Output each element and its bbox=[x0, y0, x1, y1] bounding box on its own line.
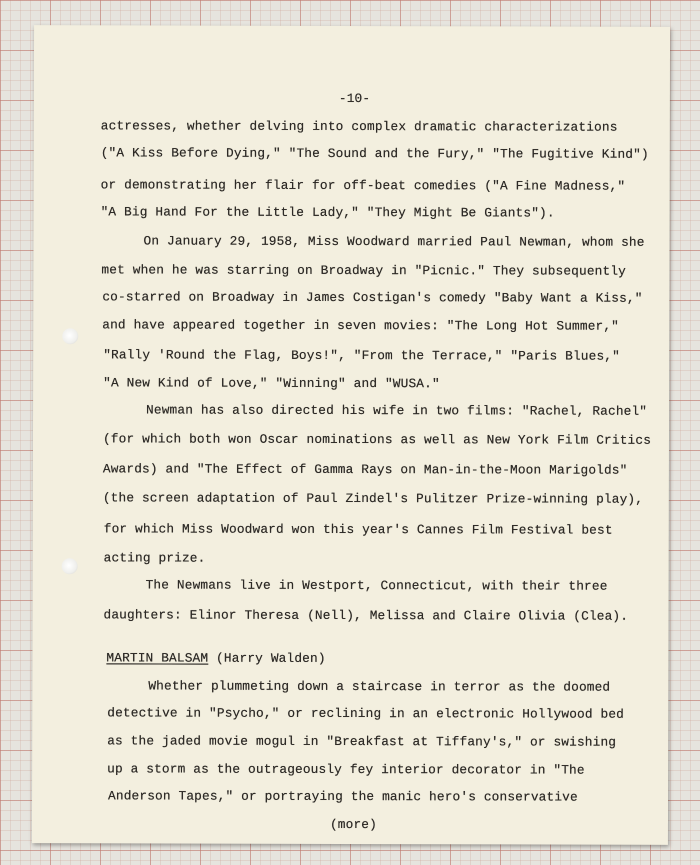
text-line: and have appeared together in seven movies: "The Long Hot Summer," bbox=[102, 317, 620, 334]
text-line: (the screen adaptation of Paul Zindel's Pulitzer Prize-winning play), bbox=[102, 490, 644, 507]
section-heading-name: MARTIN BALSAM bbox=[106, 650, 209, 666]
text-line: "A New Kind of Love," "Winning" and "WUSA." bbox=[103, 375, 440, 392]
punch-hole-upper bbox=[62, 328, 78, 344]
continuation-note: (more) bbox=[329, 816, 377, 833]
text-line: "A Big Hand For the Little Lady," "They Might Be Giants"). bbox=[100, 204, 555, 221]
punch-hole-lower bbox=[62, 558, 78, 574]
text-line: as the jaded movie mogul in "Breakfast at Tiffany's," or swishing bbox=[107, 733, 617, 750]
text-line: On January 29, 1958, Miss Woodward married Paul Newman, whom she bbox=[143, 233, 645, 250]
text-line: ("A Kiss Before Dying," "The Sound and the Fury," "The Fugitive Kind") bbox=[100, 145, 649, 162]
section-heading-line bbox=[106, 650, 325, 666]
typewritten-page bbox=[32, 25, 670, 845]
text-line: detective in "Psycho," or reclining in an electronic Hollywood bed bbox=[107, 705, 625, 722]
text-line: Newman has also directed his wife in two films: "Rachel, Rachel" bbox=[146, 402, 648, 419]
text-line: for which Miss Woodward won this year's Cannes Film Festival best bbox=[103, 521, 613, 538]
text-line: Awards) and "The Effect of Gamma Rays on Man-in-the-Moon Marigolds" bbox=[102, 461, 628, 478]
text-line: (for which both won Oscar nominations as well as New York Film Critics bbox=[102, 431, 652, 448]
text-line: daughters: Elinor Theresa (Nell), Melissa and Claire Olivia (Clea). bbox=[103, 607, 629, 624]
text-line: or demonstrating her flair for off-beat comedies ("A Fine Madness," bbox=[100, 177, 626, 194]
text-line: met when he was starring on Broadway in "Picnic." They subsequently bbox=[101, 262, 627, 279]
text-line: "Rally 'Round the Flag, Boys!", "From the Terrace," "Paris Blues," bbox=[103, 347, 620, 364]
text-line: The Newmans live in Westport, Connecticut, with their three bbox=[145, 577, 608, 594]
text-line: up a storm as the outrageously fey interior decorator in "The bbox=[107, 761, 585, 778]
page-number: -10- bbox=[338, 90, 371, 107]
text-line: acting prize. bbox=[103, 550, 206, 566]
section-heading-role: (Harry Walden) bbox=[208, 650, 326, 666]
text-line: actresses, whether delving into complex dramatic characterizations bbox=[100, 118, 618, 135]
text-line: Anderson Tapes," or portraying the manic hero's conservative bbox=[108, 788, 578, 805]
text-line: Whether plummeting down a staircase in terror as the doomed bbox=[148, 678, 611, 695]
text-line: co-starred on Broadway in James Costigan's comedy "Baby Want a Kiss," bbox=[102, 289, 643, 306]
